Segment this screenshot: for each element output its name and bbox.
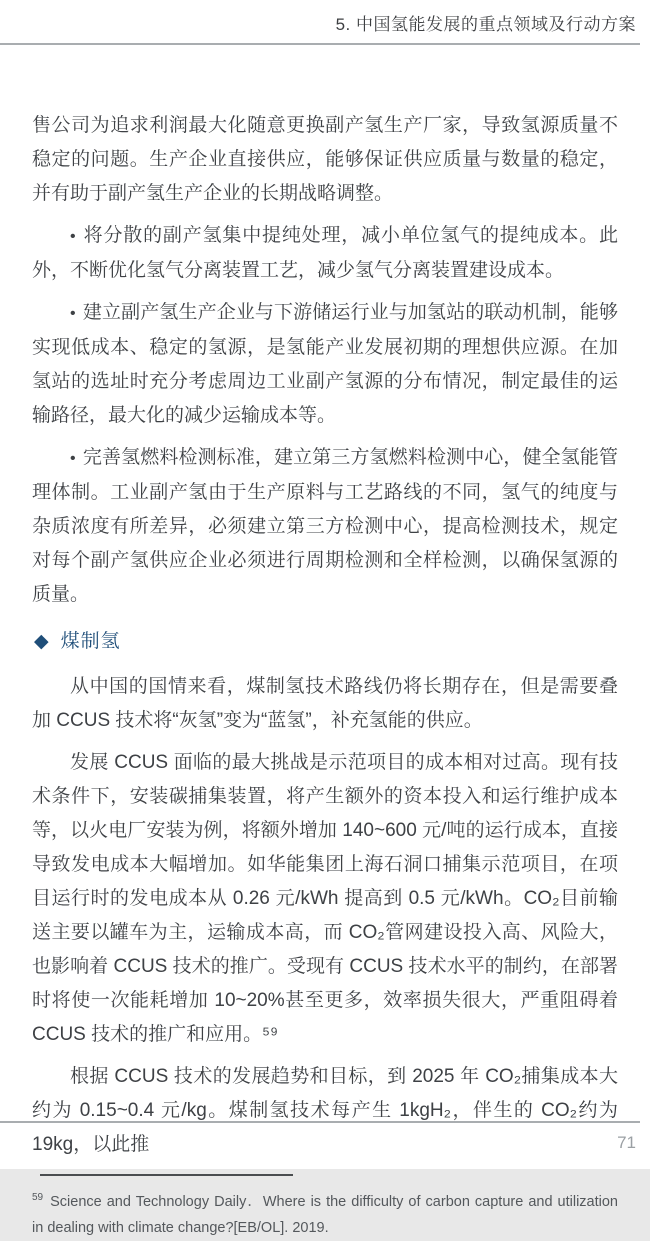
paragraph: 从中国的国情来看，煤制氢技术路线仍将长期存在，但是需要叠加 CCUS 技术将“灰氢”变为“蓝氢”，补充氢能的供应。	[32, 676, 618, 731]
footnote-area	[0, 1174, 650, 1241]
bullet-icon: •	[70, 305, 76, 322]
bullet-text: 完善氢燃料检测标准，建立第三方氢燃料检测中心，健全氢能管理体制。工业副产氢由于生产原料与工艺路线的不同，氢气的纯度与杂质浓度有所差异，必须建立第三方检测中心，提高检测技术，规定对每个副产氢供应企业必须进行周期检测和全样检测，以确保氢源的质量。	[32, 447, 618, 605]
section-heading-coal-hydrogen	[34, 630, 618, 654]
bullet-text: 将分散的副产氢集中提纯处理，减小单位氢气的提纯成本。此外，不断优化氢气分离装置工艺，减少氢气分离装置建设成本。	[32, 225, 618, 281]
bullet-icon: •	[70, 228, 76, 245]
paragraph: 售公司为追求利润最大化随意更换副产氢生产厂家，导致氢源质量不稳定的问题。生产企业直接供应，能够保证供应质量与数量的稳定，并有助于副产氢生产企业的长期战略调整。	[32, 115, 618, 204]
section-heading-label: 煤制氢	[60, 631, 121, 652]
paragraph: 发展 CCUS 面临的最大挑战是示范项目的成本相对过高。现有技术条件下，安装碳捕集装置，将产生额外的资本投入和运行维护成本等，以火电厂安装为例，将额外增加 140~600 元/吨的运行成本，直接导致发电成本大幅增加。如华能集团上海石洞口捕集示范项目，在项目运行时的发电成本从 0.26 元/kWh 提高到 0.5 元/kWh。CO₂目前输送主要以罐车为主，运输成本高，而 CO₂管网建设投入高、风险大，也影响着 CCUS 技术的推广。受现有 CCUS 技术水平的制约，在部署时将使一次能耗增加 10~20%甚至更多，效率损失很大，严重阻碍着 CCUS 技术的推广和应用。⁵⁹	[32, 752, 618, 1045]
bullet-icon: •	[70, 450, 76, 467]
bullet-text: 建立副产氢生产企业与下游储运行业与加氢站的联动机制，能够实现低成本、稳定的氢源，是氢能产业发展初期的理想供应源。在加氢站的选址时充分考虑周边工业副产氢源的分布情况，制定最佳的运输路径，最大化的减少运输成本等。	[32, 302, 618, 426]
footnote	[32, 1185, 618, 1241]
page-body	[0, 109, 650, 1162]
diamond-icon: ◆	[34, 631, 49, 652]
header-divider	[0, 43, 640, 45]
page-footer	[0, 1121, 650, 1153]
page-number: 71	[617, 1133, 636, 1152]
bullet-item	[32, 441, 618, 612]
footnote-divider	[40, 1174, 293, 1176]
paragraph: 根据 CCUS 技术的发展趋势和目标，到 2025 年 CO₂捕集成本大约为 0.15~0.4 元/kg。煤制氢技术每产生 1kgH₂，伴生的 CO₂约为 19kg，以此推	[32, 1066, 618, 1155]
bullet-item	[32, 296, 618, 433]
footnote-marker: 59	[32, 1192, 44, 1203]
page-header	[0, 0, 650, 37]
bullet-item	[32, 219, 618, 288]
footer-divider	[0, 1121, 640, 1123]
footnote-text: Science and Technology Daily．Where is the difficulty of carbon capture and utilization in dealing with climate change?[EB/OL]. 2019.	[32, 1193, 618, 1236]
chapter-title: 5. 中国氢能发展的重点领域及行动方案	[335, 15, 636, 34]
